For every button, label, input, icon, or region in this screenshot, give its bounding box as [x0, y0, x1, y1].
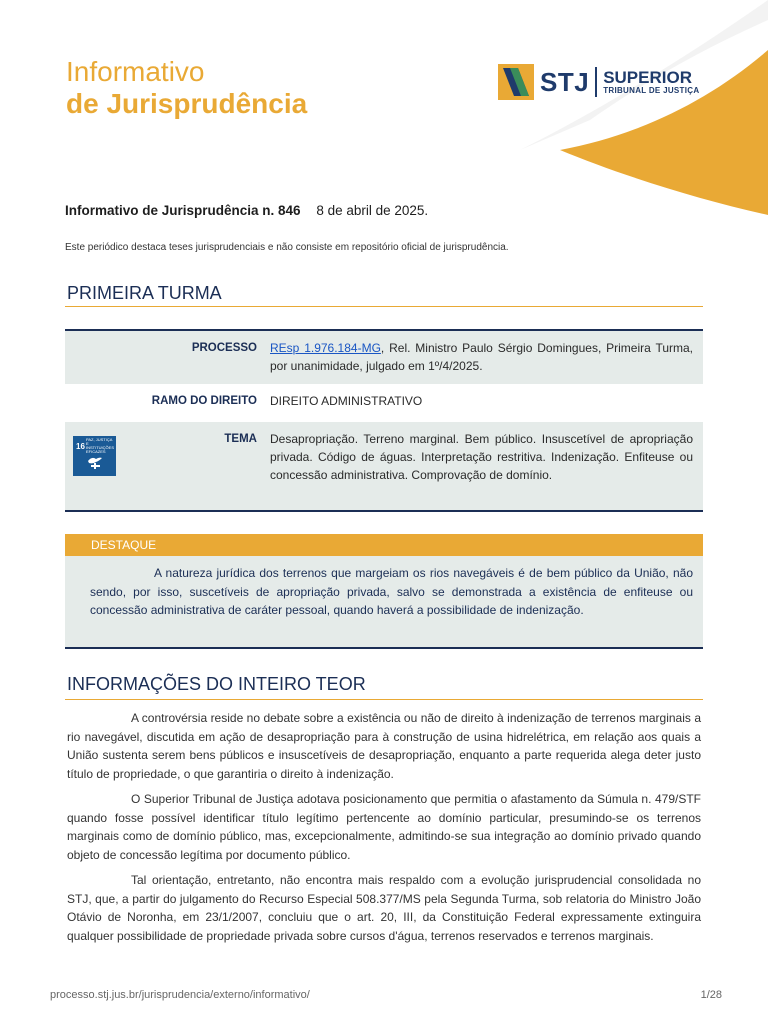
paragraph: O Superior Tribunal de Justiça adotava posicionamento que permitia o afastamento da Súmula n. 479/STF quando fosse possível identificar título legítimo pertencente ao domínio particular, presumindo-se os terrenos marginais como de domínio público, mas, excepcionalmente, admitindo-se sua integração ao domínio privado quando objeto de concessão legítima por documento público.	[67, 792, 701, 862]
stj-name-line-2: TRIBUNAL DE JUSTIÇA	[603, 85, 700, 95]
ramo-label: RAMO DO DIREITO	[151, 395, 257, 407]
section-title-inteiro-teor: INFORMAÇÕES DO INTEIRO TEOR	[67, 674, 366, 694]
disclaimer: Este periódico destaca teses jurisprudenciais e não consiste em repositório oficial de jurisprudência.	[65, 242, 509, 253]
tema-value: Desapropriação. Terreno marginal. Bem público. Insuscetível de apropriação privada. Código de águas. Interpretação restritiva. Indenização. Enfiteuse ou concessão administrativa. Comprovação de domínio.	[270, 432, 693, 482]
processo-text: , Rel. Ministro Paulo Sérgio Domingues, Primeira Turma, por unanimidade, julgado em 1º/4/2025.	[270, 341, 693, 373]
processo-value	[270, 339, 703, 384]
section-rule	[65, 306, 703, 307]
stj-name	[603, 69, 699, 96]
paragraph: A controvérsia reside no debate sobre a existência ou não de direito à indenização de terrenos marginais a rio navegável, discutida em ação de desapropriação para à construção de usina hidrelétrica, em relação aos quais a União sustenta serem bens públicos e insuscetíveis de desapropriação, enquanto a parte requerida alega deter justo título de propriedade, o que garantiria o direito à indenização.	[67, 711, 701, 781]
stj-logo	[498, 64, 699, 100]
processo-label: PROCESSO	[191, 342, 257, 354]
row-tema	[65, 422, 703, 510]
section-title-primeira-turma: PRIMEIRA TURMA	[67, 283, 222, 303]
ramo-value: DIREITO ADMINISTRATIVO	[270, 394, 423, 408]
row-ramo-direito	[65, 384, 703, 422]
stj-acronym: STJ	[540, 66, 590, 97]
destaque-text: A natureza jurídica dos terrenos que margeiam os rios navegáveis é de bem público da União, não sendo, por isso, suscetíveis de apropriação privada, salvo se demonstrada a existência de enfiteuse ou concessão administrativa de caráter pessoal, quando haverá a possibilidade de indenização.	[65, 556, 703, 649]
case-info-table	[65, 329, 703, 512]
footer-url: processo.stj.jus.br/jurisprudencia/externo/informativo/	[50, 989, 310, 1001]
title-line-2: de Jurisprudência	[66, 88, 308, 119]
ods-text: PAZ, JUSTIÇA E INSTITUIÇÕES EFICAZES	[86, 437, 115, 454]
logo-divider	[595, 67, 597, 97]
issue-title: Informativo de Jurisprudência n. 846	[65, 203, 301, 218]
destaque-header: DESTAQUE	[65, 534, 703, 556]
stj-name-line-1: SUPERIOR	[603, 67, 692, 87]
tema-label: TEMA	[224, 433, 257, 445]
stj-emblem-icon	[498, 64, 534, 100]
issue-date: 8 de abril de 2025.	[316, 203, 429, 218]
processo-link[interactable]: REsp 1.976.184-MG	[270, 341, 381, 355]
row-processo	[65, 331, 703, 384]
section-rule	[65, 699, 703, 700]
paragraph: Tal orientação, entretanto, não encontra mais respaldo com a evolução jurisprudencial consolidada no STJ, que, a partir do julgamento do Recurso Especial 508.377/MS pela Segunda Turma, sob relatoria do Ministro João Otávio de Noronha, em 23/1/2007, concluiu que o art. 20, III, da Constituição Federal expressamente extinguira qualquer possibilidade de propriedade privada sobre cursos d'água, terrenos reservados e terrenos marginais.	[67, 873, 701, 943]
ods-number: 16	[76, 442, 85, 451]
title-line-1: Informativo	[66, 56, 205, 87]
issue-line	[65, 203, 428, 218]
page-number: 1/28	[700, 989, 722, 1001]
informativo-title	[66, 56, 307, 120]
